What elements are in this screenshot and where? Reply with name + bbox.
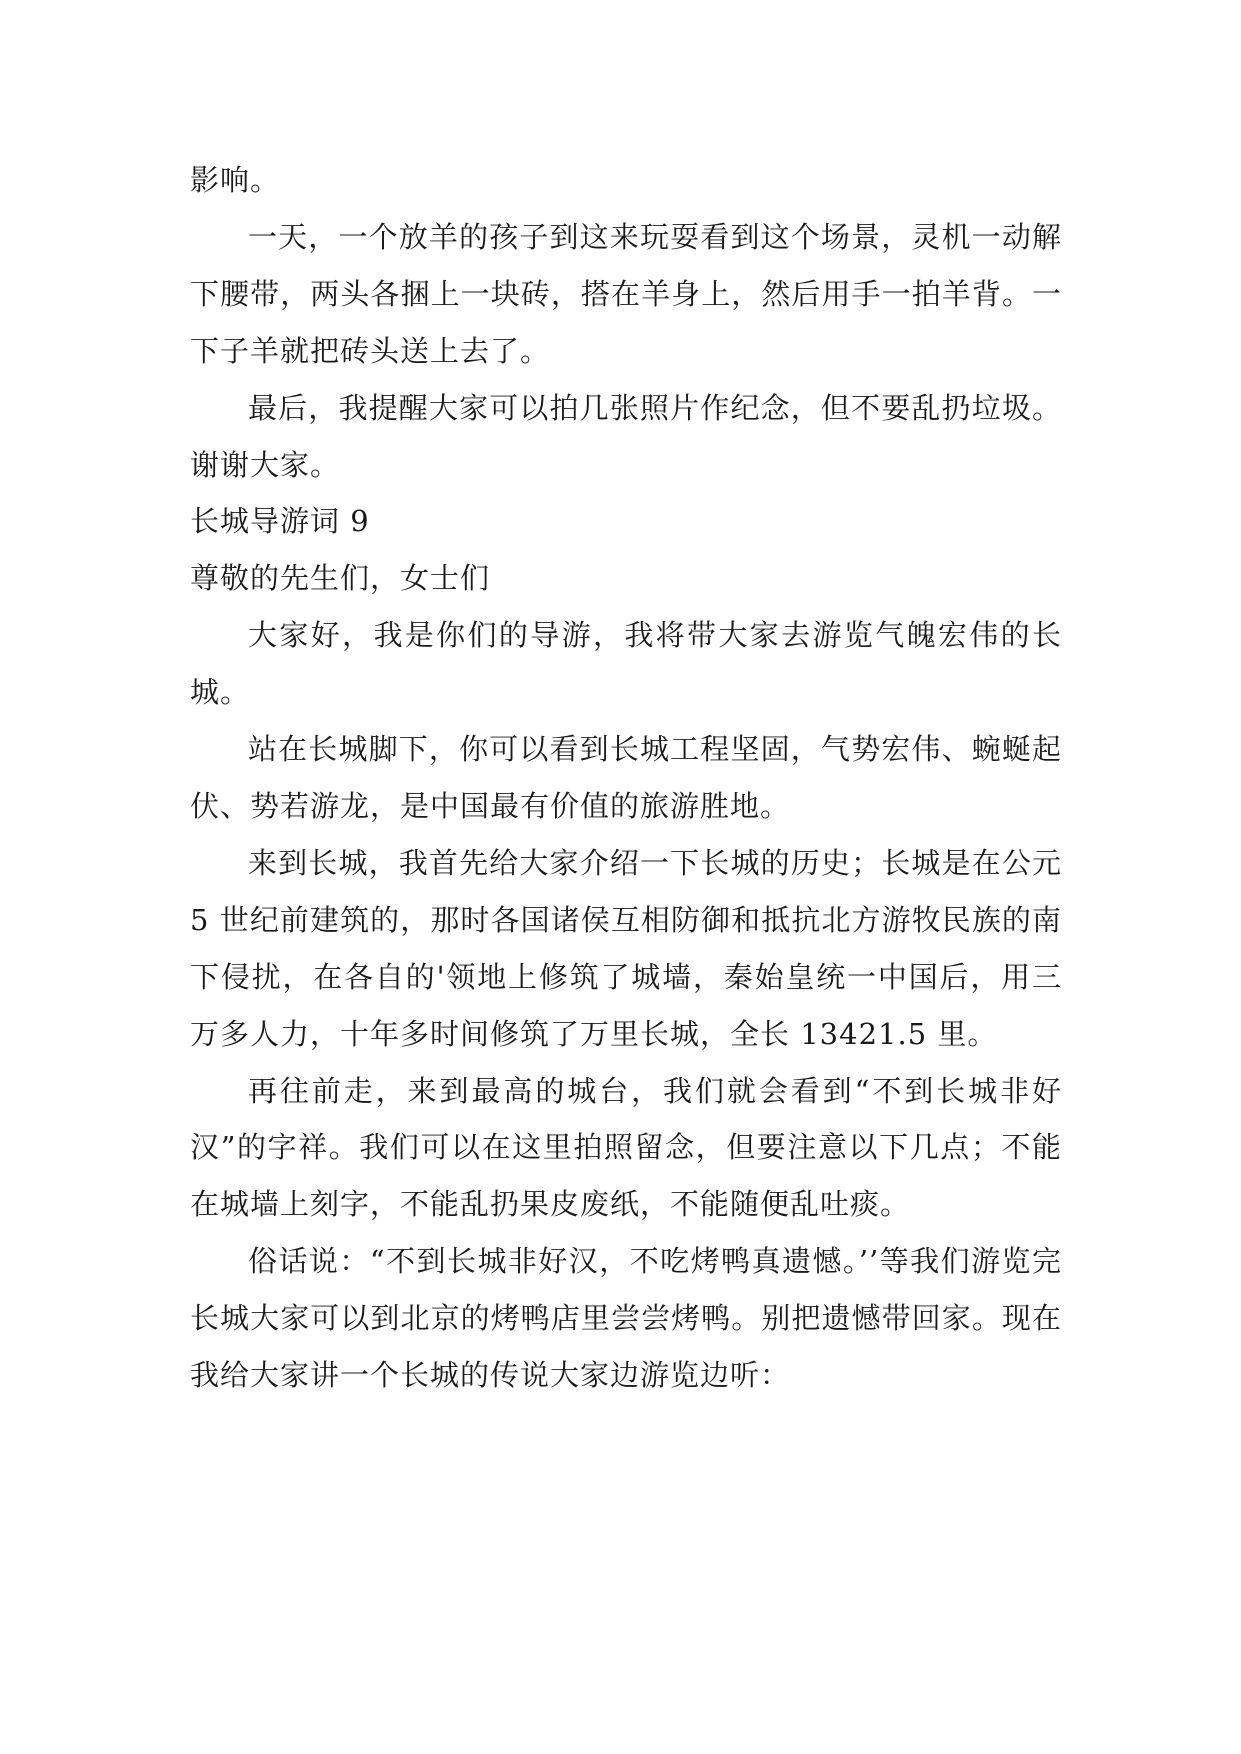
- paragraph-saying: 俗话说：“不到长城非好汉，不吃烤鸭真遗憾。’’等我们游览完长城大家可以到北京的烤鸭店里尝尝烤鸭。别把遗憾带回家。现在我给大家讲一个长城的传说大家边游览边听：: [190, 1244, 1062, 1393]
- paragraph-greeting: 大家好，我是你们的导游，我将带大家去游览气魄宏伟的长城。: [190, 618, 1062, 710]
- paragraph-salutation: 尊敬的先生们，女士们: [190, 561, 491, 596]
- section-heading: 长城导游词 9: [190, 504, 370, 539]
- paragraph-highest-tower: 再往前走，来到最高的城台，我们就会看到“不到长城非好汉”的字祥。我们可以在这里拍照留念，但要注意以下几点；不能在城墙上刻字，不能乱扔果皮废纸，不能随便乱吐痰。: [190, 1073, 1062, 1222]
- paragraph-closing-reminder: 最后，我提醒大家可以拍几张照片作纪念，但不要乱扔垃圾。谢谢大家。: [190, 390, 1062, 482]
- paragraph-shepherd-story: 一天，一个放羊的孩子到这来玩耍看到这个场景，灵机一动解下腰带，两头各捆上一块砖，搭在羊身上，然后用手一拍羊背。一下子羊就把砖头送上去了。: [190, 219, 1062, 368]
- paragraph-foot-of-wall: 站在长城脚下，你可以看到长城工程坚固，气势宏伟、蜿蜒起伏、势若游龙，是中国最有价值的旅游胜地。: [190, 732, 1062, 823]
- paragraph-history: 来到长城，我首先给大家介绍一下长城的历史；长城是在公元 5 世纪前建筑的，那时各国诸侯互相防御和抵抗北方游牧民族的南下侵扰，在各自的'领地上修筑了城墙，秦始皇统一中国后，用三万多人力，十年多时间修筑了万里长城，全长 13421.5 里。: [190, 845, 1062, 1051]
- document-body: [190, 152, 1062, 1404]
- paragraph-continuation: 影响。: [190, 163, 281, 197]
